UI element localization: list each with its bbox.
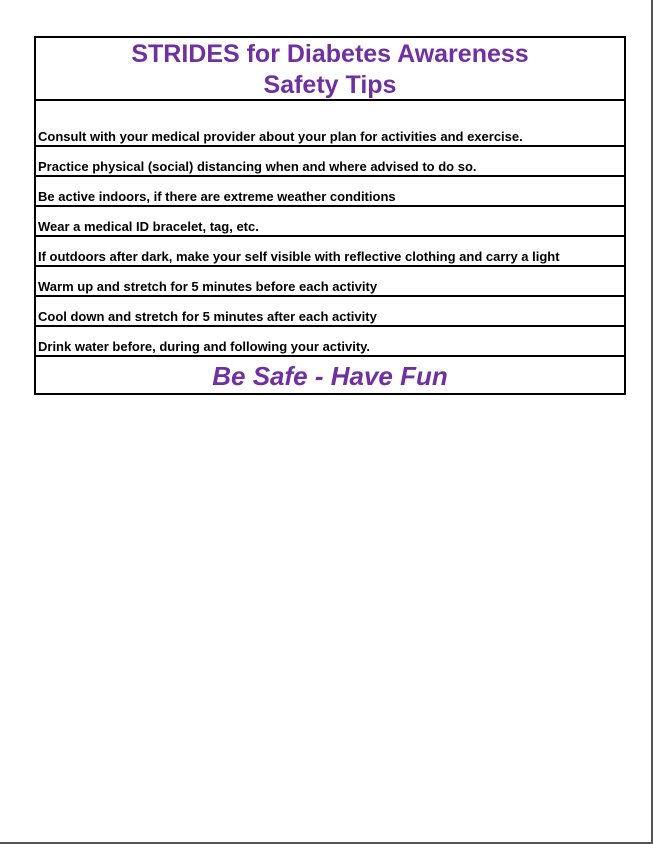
safety-tips-table [34, 36, 626, 395]
tip-row [36, 101, 624, 147]
tip-text: Warm up and stretch for 5 minutes before each activity [38, 279, 378, 294]
tip-row [36, 177, 624, 207]
page-edge-right [651, 0, 653, 844]
tip-text: If outdoors after dark, make your self visible with reflective clothing and carry a light [38, 249, 560, 264]
tip-text: Wear a medical ID bracelet, tag, etc. [38, 219, 259, 234]
tip-text: Drink water before, during and following your activity. [38, 339, 371, 354]
tip-text: Be active indoors, if there are extreme weather conditions [38, 189, 396, 204]
page-title: STRIDES for Diabetes Awareness [131, 40, 529, 68]
tip-row [36, 237, 624, 267]
tip-row [36, 267, 624, 297]
tip-row [36, 147, 624, 177]
tip-text: Cool down and stretch for 5 minutes after each activity [38, 309, 377, 324]
tip-row [36, 207, 624, 237]
tip-row [36, 297, 624, 327]
page-subtitle: Safety Tips [263, 71, 397, 99]
footer-slogan: Be Safe - Have Fun [212, 361, 448, 391]
tip-row [36, 327, 624, 357]
tip-text: Consult with your medical provider about your plan for activities and exercise. [38, 129, 523, 144]
tip-text: Practice physical (social) distancing when and where advised to do so. [38, 159, 477, 174]
title-cell [36, 38, 624, 101]
